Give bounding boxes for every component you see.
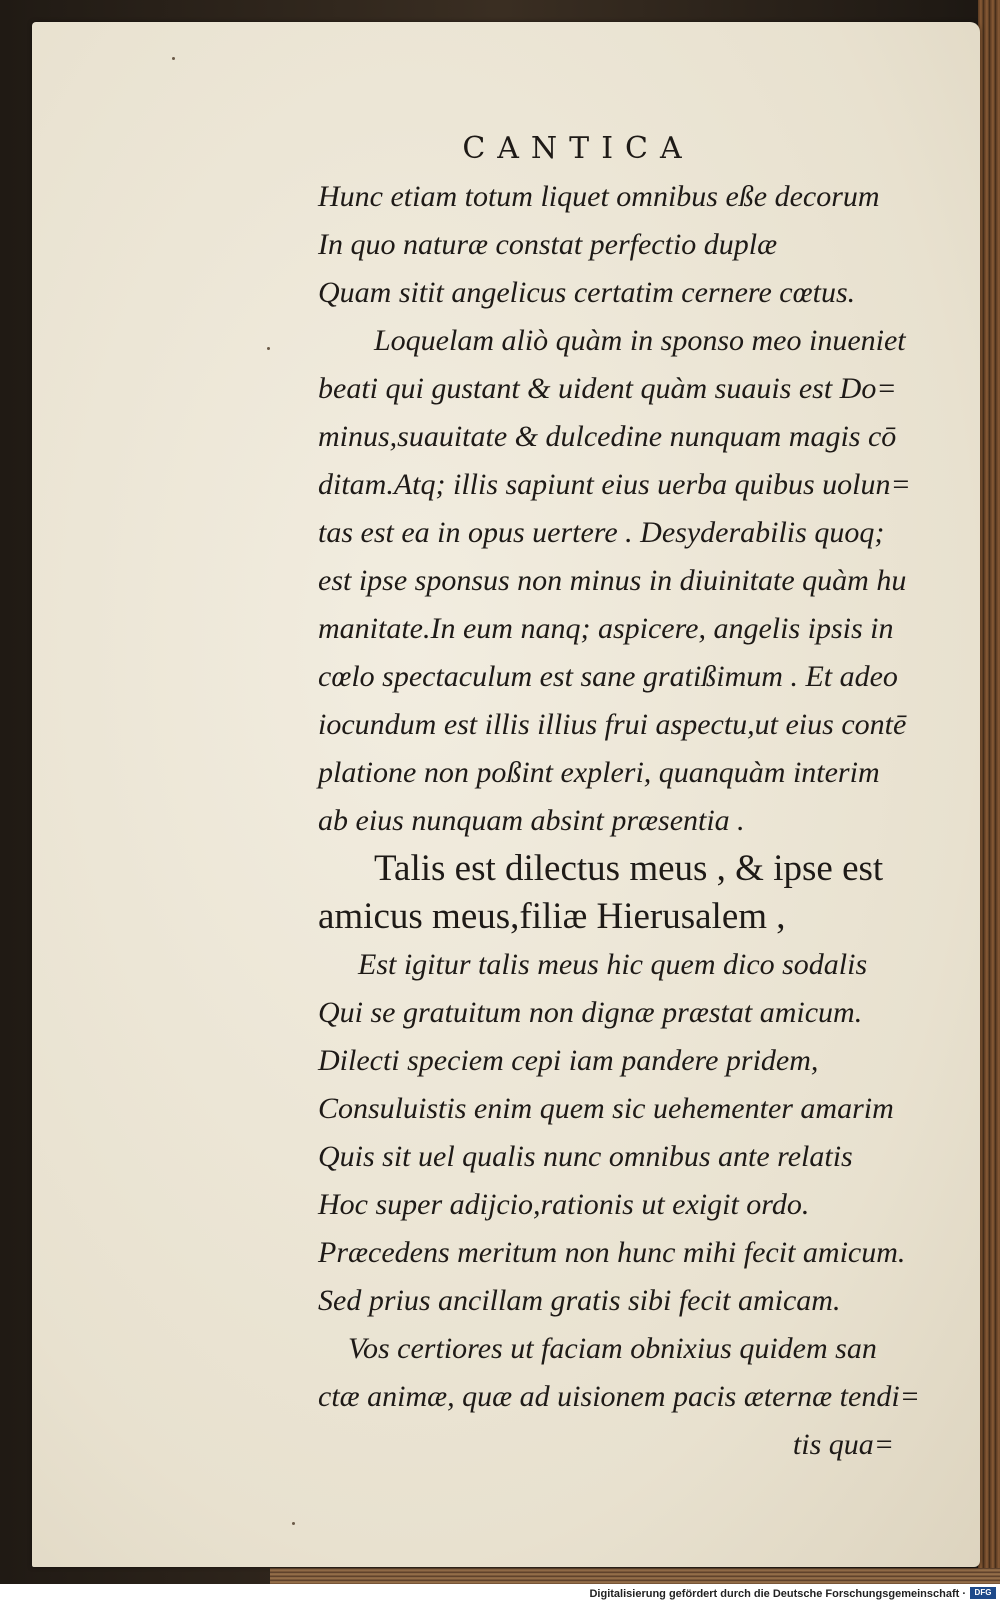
text-line: Consuluistis enim quem sic uehementer amarim bbox=[318, 1092, 894, 1125]
catchword: tis qua= bbox=[792, 1428, 894, 1461]
book-edge-bottom bbox=[270, 1568, 1000, 1584]
text-line: platione non poßint expleri, quanquàm interim bbox=[318, 756, 880, 789]
text-line: Præcedens meritum non hunc mihi fecit amicum. bbox=[318, 1236, 906, 1269]
dfg-logo: DFG bbox=[970, 1587, 996, 1599]
text-line: ab eius nunquam absint præsentia . bbox=[318, 804, 745, 837]
paper-speck bbox=[172, 57, 175, 60]
text-line: Est igitur talis meus hic quem dico sodalis bbox=[358, 948, 868, 981]
text-line: minus,suauitate & dulcedine nunquam magis cō bbox=[318, 420, 897, 453]
book-edge-right bbox=[978, 0, 1000, 1584]
text-line: manitate.In eum nanq; aspicere, angelis ipsis in bbox=[318, 612, 894, 645]
text-line: ditam.Atq; illis sapiunt eius uerba quibus uolun= bbox=[318, 468, 911, 501]
paper-speck bbox=[292, 1522, 295, 1525]
text-line: Qui se gratuitum non dignæ præstat amicum. bbox=[318, 996, 863, 1029]
text-line: amicus meus,filiæ Hierusalem , bbox=[318, 896, 786, 937]
text-line: cœlo spectaculum est sane gratißimum . Et adeo bbox=[318, 660, 898, 693]
text-line: Hoc super adijcio,rationis ut exigit ordo. bbox=[318, 1188, 810, 1221]
text-line: est ipse sponsus non minus in diuinitate quàm hu bbox=[318, 564, 907, 597]
text-line: iocundum est illis illius frui aspectu,ut eius contē bbox=[318, 708, 907, 741]
paper-speck bbox=[267, 347, 270, 350]
text-line: ctæ animæ, quæ ad uisionem pacis æternæ tendi= bbox=[318, 1380, 920, 1413]
text-line: Hunc etiam totum liquet omnibus eße decorum bbox=[318, 180, 880, 213]
text-line: Quis sit uel qualis nunc omnibus ante relatis bbox=[318, 1140, 853, 1173]
footer-bar bbox=[0, 1584, 1000, 1602]
text-lines bbox=[318, 173, 918, 1421]
text-line: Sed prius ancillam gratis sibi fecit amicam. bbox=[318, 1284, 841, 1317]
text-line: Quam sitit angelicus certatim cernere cœtus. bbox=[318, 276, 856, 309]
footer-credit: Digitalisierung gefördert durch die Deutsche Forschungsgemeinschaft · bbox=[589, 1588, 966, 1600]
text-line: Talis est dilectus meus , & ipse est bbox=[374, 848, 884, 889]
text-line: Loquelam aliò quàm in sponso meo inueniet bbox=[374, 324, 906, 357]
text-line: beati qui gustant & uident quàm suauis est Do= bbox=[318, 372, 897, 405]
text-line: tas est ea in opus uertere . Desyderabilis quoq; bbox=[318, 516, 885, 549]
page-text-block bbox=[318, 125, 918, 1469]
text-line: In quo naturæ constat perfectio duplæ bbox=[318, 228, 778, 261]
running-head: CANTICA bbox=[462, 131, 694, 166]
text-line: Vos certiores ut faciam obnixius quidem san bbox=[348, 1332, 877, 1365]
text-line: Dilecti speciem cepi iam pandere pridem, bbox=[318, 1044, 819, 1077]
